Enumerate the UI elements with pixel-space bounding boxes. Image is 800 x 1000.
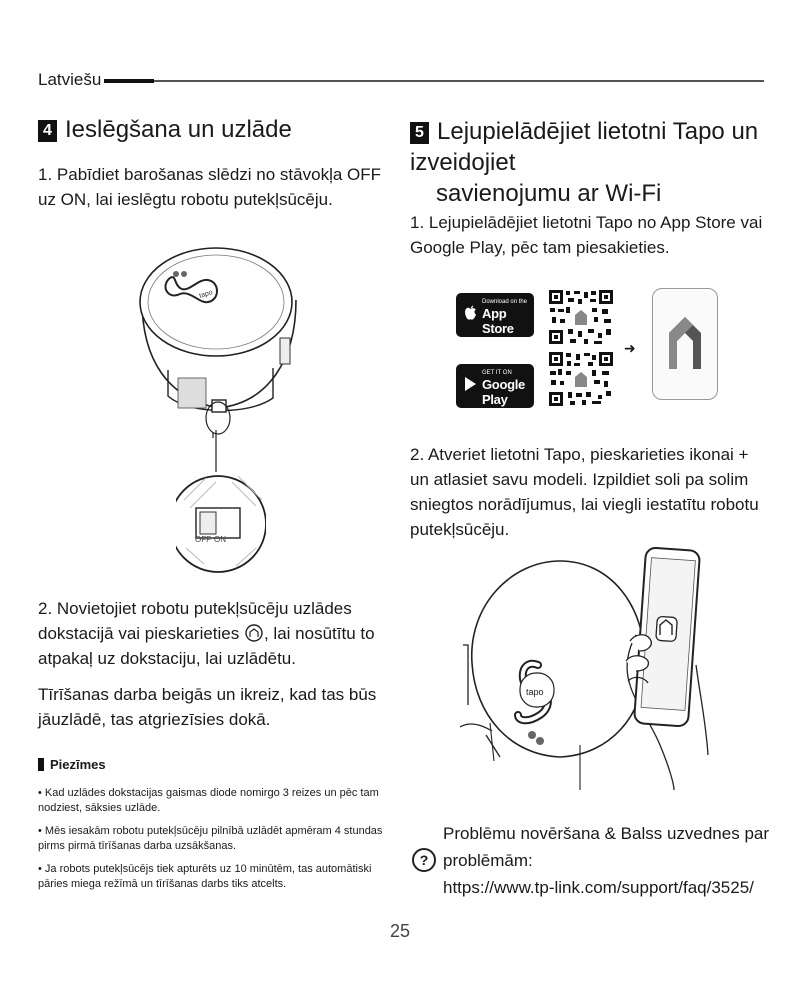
side-vent xyxy=(178,378,206,408)
section-5-number: 5 xyxy=(410,122,429,144)
robot-vacuum-illustration xyxy=(128,238,308,438)
section-4-heading xyxy=(38,116,292,144)
qr-code-google-play xyxy=(548,351,614,407)
header-rule-accent xyxy=(104,79,154,83)
app-store-badge-caption: Download on the xyxy=(482,299,528,305)
tapo-logo-icon xyxy=(653,289,717,399)
section-5-title-line-1: Lejupielādējiet lietotni Tapo un izveidojiet xyxy=(410,118,759,176)
hand-with-phone xyxy=(626,547,708,790)
page-number: 25 xyxy=(390,921,411,941)
note-item: • Ja robots putekļsūcējs tiek apturēts uz 10 minūtēm, tas automātiski pāries miega režīmā un tīrīšanas darbs tiks atcelts. xyxy=(38,863,372,890)
google-play-badge-label: Google Play xyxy=(482,377,525,407)
google-play-badge-caption: GET IT ON xyxy=(482,370,512,376)
apple-icon xyxy=(464,305,477,321)
language-label: Latviešu xyxy=(38,70,102,89)
support-link[interactable]: https://www.tp-link.com/support/faq/3525/ xyxy=(443,878,754,897)
button-dot xyxy=(528,731,536,739)
arrow-right-icon: ➜ xyxy=(624,340,636,356)
section-4-step-2 xyxy=(38,596,398,671)
robot-brand-mark: tapo xyxy=(198,289,214,300)
switch-on-label: ON xyxy=(214,535,226,544)
switch-off-label: OFF xyxy=(195,535,211,544)
button-dot xyxy=(536,737,544,745)
robot-vacuum-top-view xyxy=(460,561,645,790)
section-4-title: Ieslēgšana un uzlāde xyxy=(65,116,292,143)
button-dot xyxy=(173,271,179,277)
notes-title: Piezīmes xyxy=(50,757,106,772)
power-switch-zoom xyxy=(176,430,266,580)
section-4-number: 4 xyxy=(38,120,57,142)
step-2-text-end: , lai nosūtītu to atpakaļ uz dokstaciju, lai uzlādētu. xyxy=(38,624,375,668)
app-store-badge[interactable] xyxy=(456,293,534,337)
section-5-heading xyxy=(410,116,780,209)
qr-code-app-store xyxy=(548,289,614,345)
bookmark-icon xyxy=(38,758,44,771)
robot-logo-text: tapo xyxy=(526,687,544,697)
help-icon: ? xyxy=(412,848,436,872)
google-play-badge[interactable] xyxy=(456,364,534,408)
step-2-text-start: 2. Novietojiet robotu putekļsūcēju uzlādes dokstacijā vai pieskarieties xyxy=(38,599,352,643)
button-dot xyxy=(181,271,187,277)
home-dock-icon xyxy=(244,624,264,642)
notes-heading xyxy=(38,757,106,772)
section-5-step-2: 2. Atveriet lietotni Tapo, pieskarieties ikonai + un atlasiet savu modeli. Izpildiet soli pa solim sniegtos norādījumus, lai viegli iestatītu robotu putekļsūcēju. xyxy=(410,445,759,539)
section-4-step-2-note: Tīrīšanas darba beigās un ikreiz, kad tas būs jāuzlādē, tas atgriezīsies dokā. xyxy=(38,685,377,729)
qr-codes xyxy=(548,289,614,407)
section-5-title-line-2: savienojumu ar Wi-Fi xyxy=(436,180,662,207)
help-text-block xyxy=(443,820,773,901)
tapo-app-icon[interactable] xyxy=(652,288,718,400)
notes-list xyxy=(38,786,398,900)
note-item: • Mēs iesakām robotu putekļsūcēju pilnībā uzlādēt apmēram 4 stundas pirms pirmā tīrīšanas darba uzsākšanas. xyxy=(38,825,383,852)
app-store-badge-label: App Store xyxy=(482,306,514,336)
robot-and-phone-illustration xyxy=(460,545,710,790)
header-rule xyxy=(154,80,764,82)
play-icon xyxy=(464,376,477,392)
help-text: Problēmu novēršana & Balss uzvednes par problēmām: xyxy=(443,824,770,870)
section-4-step-1: 1. Pabīdiet barošanas slēdzi no stāvokļa OFF uz ON, lai ieslēgtu robotu putekļsūcēju. xyxy=(38,165,382,209)
note-item: • Kad uzlādes dokstacijas gaismas diode nomirgo 3 reizes un pēc tam nodziest, sāksies uzlāde. xyxy=(38,787,379,814)
section-5-step-1: 1. Lejupielādējiet lietotni Tapo no App Store vai Google Play, pēc tam piesakieties. xyxy=(410,213,763,257)
